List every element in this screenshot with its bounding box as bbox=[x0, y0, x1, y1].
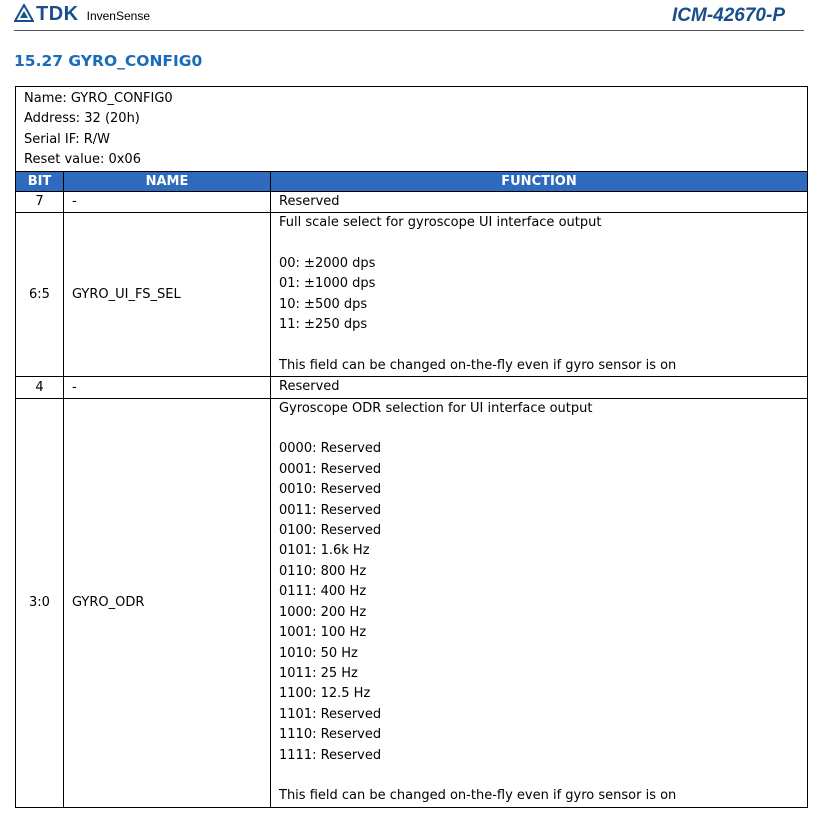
table-row bbox=[16, 191, 808, 212]
function-line: 01: ±1000 dps bbox=[279, 276, 376, 292]
table-header-row bbox=[16, 171, 808, 191]
function-cell bbox=[271, 191, 808, 212]
function-cell bbox=[271, 398, 808, 807]
function-cell bbox=[271, 377, 808, 398]
function-line: 11: ±250 dps bbox=[279, 317, 368, 333]
field-name-cell: - bbox=[64, 377, 271, 398]
function-line: This field can be changed on-the-fly even if gyro sensor is on bbox=[279, 788, 677, 804]
function-line: Reserved bbox=[279, 193, 340, 209]
register-info-row bbox=[16, 87, 808, 172]
function-line: Full scale select for gyroscope UI interface output bbox=[279, 215, 602, 231]
column-header-function: FUNCTION bbox=[271, 171, 808, 191]
function-line bbox=[279, 766, 799, 786]
logo-brand: TDK bbox=[36, 2, 79, 25]
column-header-name: NAME bbox=[64, 171, 271, 191]
bit-cell: 7 bbox=[16, 191, 64, 212]
table-row bbox=[16, 213, 808, 377]
function-line: 0000: Reserved bbox=[279, 441, 382, 457]
function-line: 1001: 100 Hz bbox=[279, 625, 367, 641]
bit-cell: 6:5 bbox=[16, 213, 64, 377]
function-line: 0011: Reserved bbox=[279, 502, 382, 518]
function-line: 1111: Reserved bbox=[279, 747, 382, 763]
table-row bbox=[16, 377, 808, 398]
register-name: Name: GYRO_CONFIG0 bbox=[24, 91, 173, 106]
field-name-cell: GYRO_ODR bbox=[64, 398, 271, 807]
function-line: 1010: 50 Hz bbox=[279, 645, 358, 661]
function-line: 0110: 800 Hz bbox=[279, 563, 367, 579]
part-number: ICM-42670-P bbox=[672, 5, 785, 26]
tdk-emblem-icon bbox=[14, 4, 34, 24]
function-line: 0111: 400 Hz bbox=[279, 584, 367, 600]
column-header-bit: BIT bbox=[16, 171, 64, 191]
section-title: 15.27 GYRO_CONFIG0 bbox=[14, 52, 203, 70]
function-line: 1000: 200 Hz bbox=[279, 604, 367, 620]
function-line: 0101: 1.6k Hz bbox=[279, 543, 370, 559]
function-line: 1100: 12.5 Hz bbox=[279, 686, 371, 702]
register-info bbox=[16, 87, 808, 172]
tdk-logo bbox=[14, 3, 150, 25]
function-line: Gyroscope ODR selection for UI interface output bbox=[279, 400, 593, 416]
bit-cell: 4 bbox=[16, 377, 64, 398]
register-reset-value: Reset value: 0x06 bbox=[24, 152, 141, 168]
function-line: 1110: Reserved bbox=[279, 727, 382, 743]
function-line: 1011: 25 Hz bbox=[279, 665, 358, 681]
function-line: 0100: Reserved bbox=[279, 523, 382, 539]
field-name-cell: - bbox=[64, 191, 271, 212]
bit-cell: 3:0 bbox=[16, 398, 64, 807]
register-table bbox=[15, 86, 808, 808]
logo-subtitle: InvenSense bbox=[86, 8, 150, 23]
register-serial-if: Serial IF: R/W bbox=[24, 131, 110, 147]
function-line: 0010: Reserved bbox=[279, 482, 382, 498]
function-line bbox=[279, 419, 799, 439]
function-line: 10: ±500 dps bbox=[279, 296, 368, 312]
page-header bbox=[0, 0, 821, 32]
function-line: Reserved bbox=[279, 379, 340, 395]
function-line: 0001: Reserved bbox=[279, 461, 382, 477]
header-divider bbox=[14, 30, 804, 31]
register-address: Address: 32 (20h) bbox=[24, 111, 140, 127]
function-line bbox=[279, 335, 799, 355]
function-line: This field can be changed on-the-fly even if gyro sensor is on bbox=[279, 357, 677, 373]
function-line: 00: ±2000 dps bbox=[279, 255, 376, 271]
table-row bbox=[16, 398, 808, 807]
field-name-cell: GYRO_UI_FS_SEL bbox=[64, 213, 271, 377]
function-line: 1101: Reserved bbox=[279, 706, 382, 722]
function-line bbox=[279, 233, 799, 253]
function-cell bbox=[271, 213, 808, 377]
